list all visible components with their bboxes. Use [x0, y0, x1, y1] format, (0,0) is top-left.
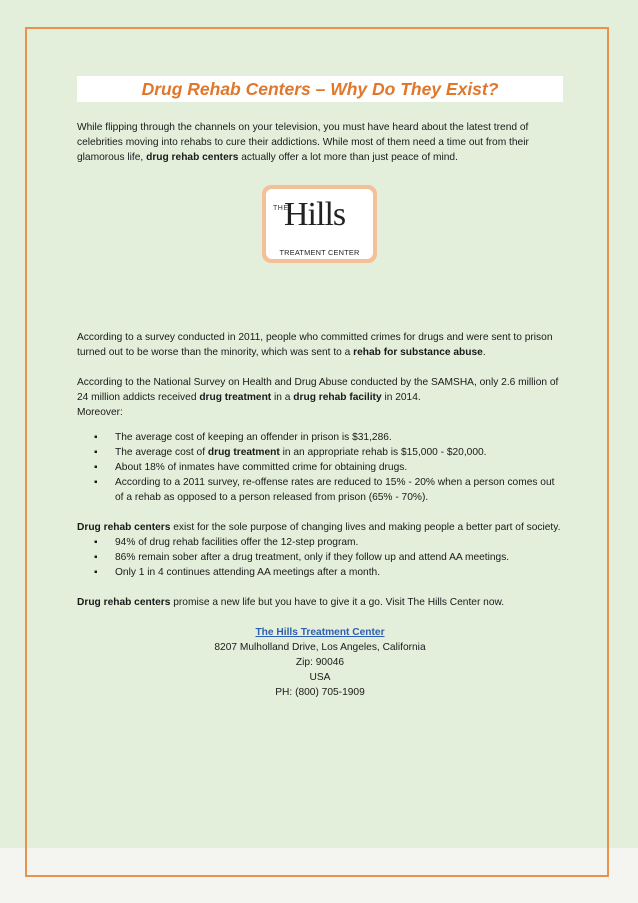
survey-paragraph — [77, 330, 563, 360]
hills-logo-inner — [266, 189, 373, 259]
cost-bullet-list — [77, 430, 563, 505]
keyword-link[interactable]: Drug rehab centers — [77, 522, 171, 533]
center-name-link[interactable]: The Hills Treatment Center — [255, 627, 385, 638]
contact-country: USA — [309, 672, 331, 683]
document-body — [77, 76, 563, 700]
list-item: ▪ About 18% of inmates have committed crime for obtaining drugs. — [115, 460, 563, 475]
list-item: ▪ 94% of drug rehab facilities offer the 12-step program. — [115, 535, 563, 550]
keyword-link[interactable]: Drug rehab centers — [77, 597, 171, 608]
document-title: Drug Rehab Centers – Why Do They Exist? — [77, 76, 563, 102]
hills-logo — [262, 185, 377, 263]
promise-paragraph — [77, 595, 563, 610]
contact-address: 8207 Mulholland Drive, Los Angeles, California — [214, 642, 426, 653]
list-item: ▪ The average cost of keeping an offender in prison is $31,286. — [115, 430, 563, 445]
contact-block — [77, 625, 563, 700]
intro-paragraph — [77, 120, 563, 165]
list-item: ▪ Only 1 in 4 continues attending AA meetings after a month. — [115, 565, 563, 580]
keyword-link[interactable]: drug rehab facility — [293, 392, 382, 403]
exist-paragraph — [77, 520, 563, 535]
bullet-text: The average cost of — [115, 447, 208, 458]
samsha-text: in a — [271, 392, 294, 403]
contact-zip: Zip: 90046 — [295, 657, 345, 668]
list-item: ▪ According to a 2011 survey, re-offense rates are reduced to 15% - 20% when a person comes out of a rehab as opposed to a person released from prison (65% - 70%). — [115, 475, 563, 505]
keyword-link[interactable]: drug rehab centers — [146, 152, 239, 163]
stats-bullet-list — [77, 535, 563, 580]
list-item: ▪ 86% remain sober after a drug treatment, only if they follow up and attend AA meetings. — [115, 550, 563, 565]
samsha-text-end: in 2014. — [381, 392, 421, 403]
contact-phone: PH: (800) 705-1909 — [275, 687, 365, 698]
logo-subtitle: TREATMENT CENTER — [279, 248, 360, 257]
promise-text: promise a new life but you have to give it a go. Visit The Hills Center now. — [170, 597, 505, 608]
intro-text-end: actually offer a lot more than just peace of mind. — [238, 152, 458, 163]
moreover-label: Moreover: — [77, 407, 123, 418]
bullet-text: in an appropriate rehab is $15,000 - $20,000. — [279, 447, 487, 458]
exist-text: exist for the sole purpose of changing lives and making people a better part of society. — [170, 522, 561, 533]
logo-hills-text: Hills — [284, 196, 346, 233]
list-item — [115, 445, 563, 460]
survey-text: According to a survey conducted in 2011, people who committed crimes for drugs and were sent to prison turned out to be worse than the minority, which was sent to a — [77, 332, 553, 358]
survey-text-end: . — [482, 347, 486, 358]
logo-area — [77, 180, 563, 330]
keyword-link[interactable]: rehab for substance abuse — [353, 347, 483, 358]
keyword-link[interactable]: drug treatment — [199, 392, 272, 403]
samsha-paragraph — [77, 375, 563, 405]
keyword-link[interactable]: drug treatment — [207, 447, 280, 458]
logo-the-text: THE — [273, 205, 289, 212]
samsha-text: According to the National Survey on Health and Drug Abuse conducted by the SAMSHA, only 2.6 million of 24 million addicts received — [77, 377, 559, 403]
intro-text: While flipping through the channels on your television, you must have heard about the latest trend of celebrities moving into rehabs to cure their addictions. While most of them need a time out from their glamorous life, — [77, 122, 529, 163]
